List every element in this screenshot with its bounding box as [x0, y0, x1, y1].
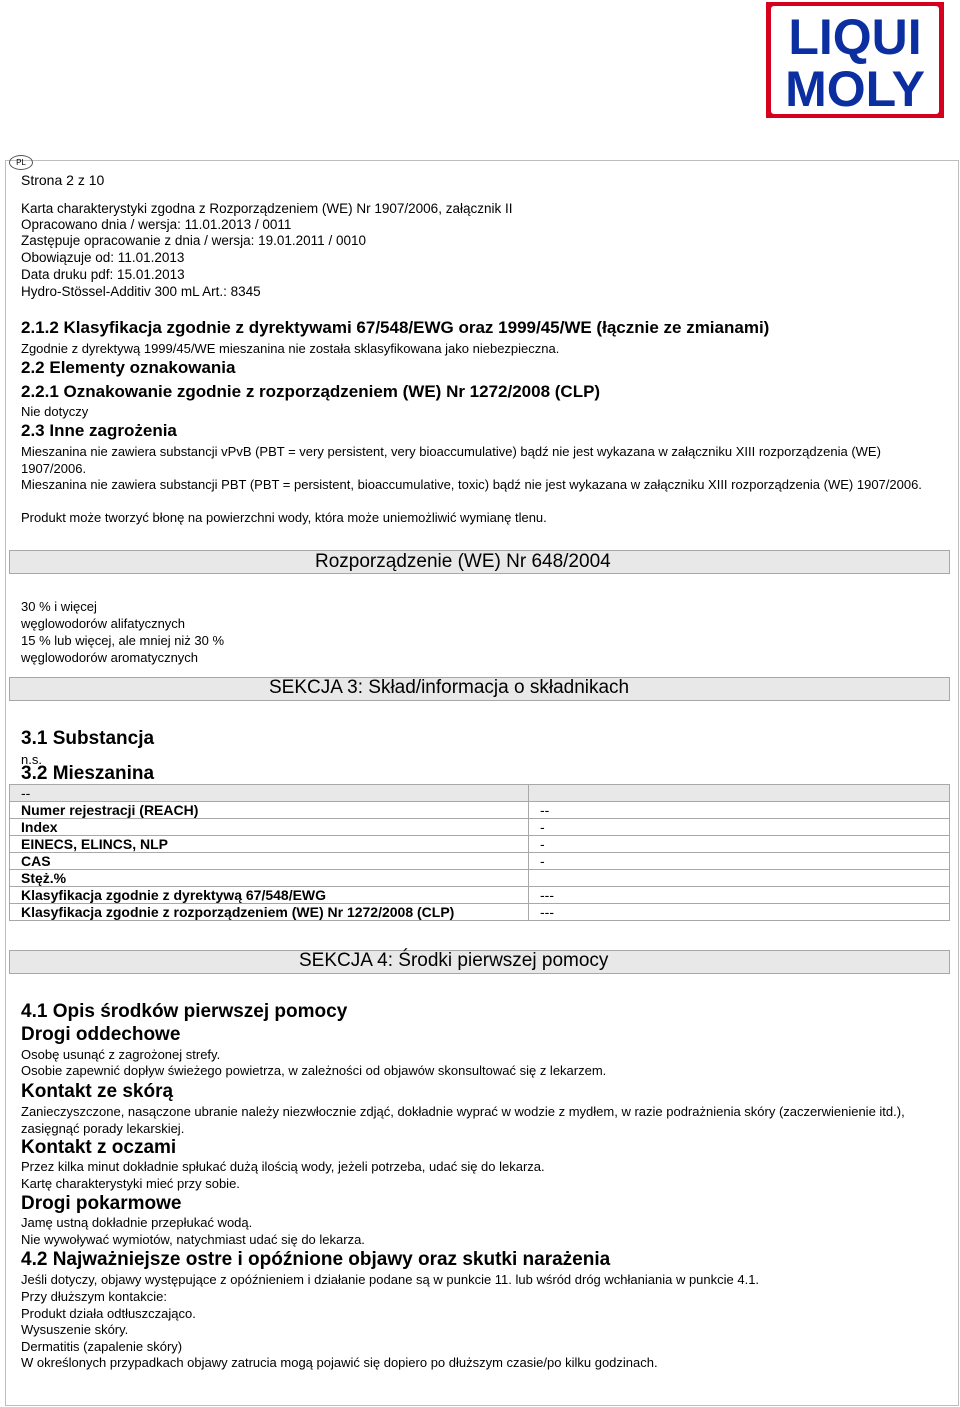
table-header-row [10, 785, 950, 802]
table-cell-value: --- [529, 904, 950, 921]
table-cell-value: - [529, 853, 950, 870]
table-row [10, 853, 950, 870]
table-row [10, 904, 950, 921]
text-eyes-1: Przez kilka minut dokładnie spłukać dużą ilością wody, jeżeli potrzeba, udać się do lekarza. [21, 1159, 545, 1174]
table-cell-label: Stęż.% [10, 870, 529, 887]
table-cell-value: - [529, 819, 950, 836]
regulation-line-1: 30 % i więcej [21, 599, 97, 614]
replaces-version: Zastępuje opracowanie z dnia / wersja: 19.01.2011 / 0010 [21, 233, 366, 248]
text-4-2-3: Produkt działa odtłuszczająco. [21, 1306, 196, 1321]
heading-eyes: Kontakt z oczami [21, 1137, 177, 1158]
valid-from: Obowiązuje od: 11.01.2013 [21, 250, 185, 265]
table-row [10, 819, 950, 836]
text-ingestion-1: Jamę ustną dokładnie przepłukać wodą. [21, 1215, 253, 1230]
regulation-line-4: węglowodorów aromatycznych [21, 650, 199, 665]
text-4-2-1: Jeśli dotyczy, objawy występujące z opóźnieniem i działanie podane są w punkcie 11. lub wśród dróg wchłaniania w punkcie 4.1. [21, 1272, 760, 1287]
section-3-title: SEKCJA 3: Skład/informacja o składnikach [269, 677, 630, 698]
text-4-2-2: Przy dłuższym kontakcie: [21, 1289, 167, 1304]
heading-4-1: 4.1 Opis środków pierwszej pomocy [21, 1001, 348, 1022]
heading-ingestion: Drogi pokarmowe [21, 1193, 182, 1214]
table-cell-label: Numer rejestracji (REACH) [10, 802, 529, 819]
text-2-3-pbt: Mieszanina nie zawiera substancji PBT (PBT = persistent, bioaccumulative, toxic) bądź nie jest wykazana w załączniku XIII rozporządzenia (WE) 1907/2006. [21, 477, 922, 492]
section-4-title: SEKCJA 4: Środki pierwszej pomocy [299, 950, 609, 971]
product-name: Hydro-Stössel-Additiv 300 mL Art.: 8345 [21, 284, 261, 299]
text-2-2-1: Nie dotyczy [21, 404, 89, 419]
table-row [10, 836, 950, 853]
text-eyes-2: Kartę charakterystyki mieć przy sobie. [21, 1176, 240, 1191]
text-2-1-2: Zgodnie z dyrektywą 1999/45/WE mieszanina nie została sklasyfikowana jako niebezpieczna. [21, 341, 560, 356]
heading-respiratory: Drogi oddechowe [21, 1024, 181, 1045]
heading-2-2: 2.2 Elementy oznakowania [21, 358, 236, 377]
logo-text-liqui: LIQUI [788, 9, 922, 65]
heading-skin: Kontakt ze skórą [21, 1081, 174, 1102]
regulation-line-2: węglowodorów alifatycznych [21, 616, 186, 631]
prepared-date: Opracowano dnia / wersja: 11.01.2013 / 0011 [21, 217, 292, 232]
table-cell-label: CAS [10, 853, 529, 870]
composition-table [9, 784, 950, 921]
table-header-empty [529, 785, 950, 802]
table-header-cell: -- [10, 785, 529, 802]
text-4-2-4: Wysuszenie skóry. [21, 1322, 129, 1337]
regulation-line-3: 15 % lub więcej, ale mniej niż 30 % [21, 633, 225, 648]
text-ingestion-2: Nie wywoływać wymiotów, natychmiast udać się do lekarza. [21, 1232, 365, 1247]
regulation-band-title: Rozporządzenie (WE) Nr 648/2004 [315, 551, 611, 572]
table-cell-value: -- [529, 802, 950, 819]
liqui-moly-logo [766, 2, 944, 118]
heading-2-2-1: 2.2.1 Oznakowanie zgodnie z rozporządzeniem (WE) Nr 1272/2008 (CLP) [21, 382, 601, 401]
text-respiratory-1: Osobę usunąć z zagrożonej strefy. [21, 1047, 221, 1062]
text-respiratory-2: Osobie zapewnić dopływ świeżego powietrza, w zależności od objawów skonsultować się z lekarzem. [21, 1063, 607, 1078]
table-cell-value [529, 870, 950, 887]
text-2-3-vpvb: Mieszanina nie zawiera substancji vPvB (PBT = very persistent, very bioaccumulative) bądź nie jest wykazana w załączniku XIII rozporządzenia (WE) 1907/2006. [21, 444, 881, 476]
table-cell-label: EINECS, ELINCS, NLP [10, 836, 529, 853]
heading-2-3: 2.3 Inne zagrożenia [21, 421, 177, 440]
page-number: Strona 2 z 10 [21, 172, 105, 188]
text-2-3-film: Produkt może tworzyć błonę na powierzchni wody, która może uniemożliwić wymianę tlenu. [21, 510, 547, 525]
table-row [10, 802, 950, 819]
table-row [10, 887, 950, 904]
heading-4-2: 4.2 Najważniejsze ostre i opóźnione objawy oraz skutki narażenia [21, 1249, 611, 1270]
table-row [10, 870, 950, 887]
text-4-2-6: W określonych przypadkach objawy zatrucia mogą pojawić się dopiero po dłuższym czasie/po kilku godzinach. [21, 1355, 658, 1370]
table-cell-value: --- [529, 887, 950, 904]
heading-3-1: 3.1 Substancja [21, 728, 155, 749]
language-badge: PL [9, 155, 33, 170]
text-3-1: n.s. [21, 752, 42, 767]
heading-2-1-2: 2.1.2 Klasyfikacja zgodnie z dyrektywami 67/548/EWG oraz 1999/45/WE (łącznie ze zmianami) [21, 318, 770, 337]
text-skin-1: Zanieczyszczone, nasączone ubranie należy niezwłocznie zdjąć, dokładnie wyprać w wodzie z mydłem, w razie podrażnienia skóry (zaczerwienienie itd.), zasięgnąć porady lekarskiej. [21, 1104, 905, 1136]
table-cell-label: Index [10, 819, 529, 836]
heading-3-2: 3.2 Mieszanina [21, 763, 155, 784]
table-cell-label: Klasyfikacja zgodnie z dyrektywą 67/548/EWG [10, 887, 529, 904]
table-cell-value: - [529, 836, 950, 853]
table-cell-label: Klasyfikacja zgodnie z rozporządzeniem (WE) Nr 1272/2008 (CLP) [10, 904, 529, 921]
text-4-2-5: Dermatitis (zapalenie skóry) [21, 1339, 183, 1354]
print-date: Data druku pdf: 15.01.2013 [21, 267, 185, 282]
document-title: Karta charakterystyki zgodna z Rozporządzeniem (WE) Nr 1907/2006, załącznik II [21, 201, 513, 216]
logo-text-moly: MOLY [785, 61, 925, 117]
